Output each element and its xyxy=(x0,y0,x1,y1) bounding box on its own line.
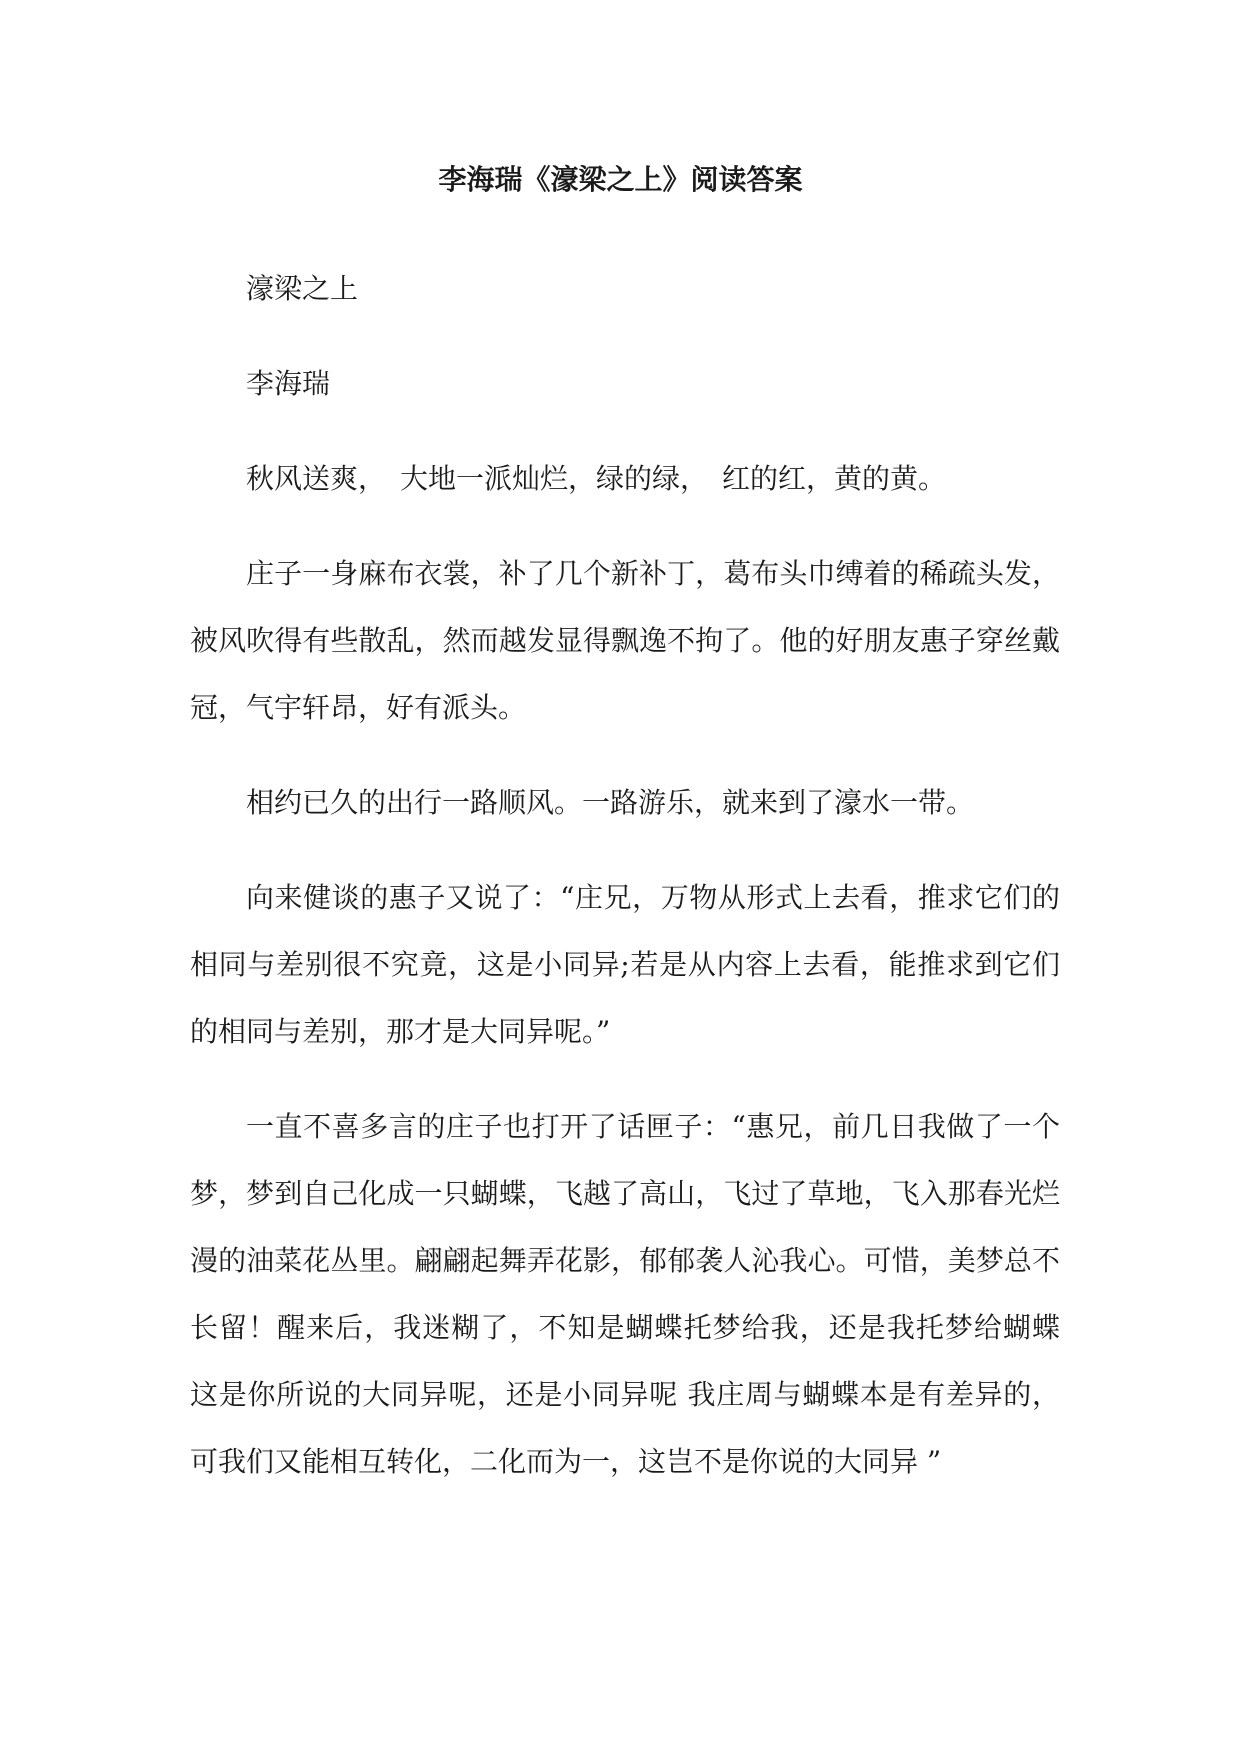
paragraph-huizi-speech: 向来健谈的惠子又说了：“庄兄，万物从形式上去看，推求它们的相同与差别很不究竟，这是小同异;若是从内容上去看，能推求到它们的相同与差别，那才是大同异呢。” xyxy=(190,881,1060,1048)
document-body xyxy=(190,255,1060,1523)
paragraph-autumn: 秋风送爽， 大地一派灿烂，绿的绿， 红的红，黄的黄。 xyxy=(246,462,947,495)
paragraph-zhuangzi: 庄子一身麻布衣裳，补了几个新补丁，葛布头巾缚着的稀疏头发，被风吹得有些散乱，然而越发显得飘逸不拘了。他的好朋友惠子穿丝戴冠，气宇轩昂，好有派头。 xyxy=(190,557,1060,724)
author-name: 李海瑞 xyxy=(246,367,331,400)
paragraph-butterfly-dream: 一直不喜多言的庄子也打开了话匣子：“惠兄，前几日我做了一个梦，梦到自己化成一只蝴蝶，飞越了高山，飞过了草地，飞入那春光烂漫的油菜花丛里。翩翩起舞弄花影，郁郁袭人沁我心。可惜，美梦总不长留！醒来后，我迷糊了，不知是蝴蝶托梦给我，还是我托梦给蝴蝶 这是你所说的大同异呢，还是小同异呢 我庄周与蝴蝶本是有差异的，可我们又能相互转化，二化而为一，这岂不是你说的大同异 ” xyxy=(190,1110,1060,1478)
paragraph-journey: 相约已久的出行一路顺风。一路游乐，就来到了濠水一带。 xyxy=(246,786,975,819)
document-title: 李海瑞《濠梁之上》阅读答案 xyxy=(438,163,803,196)
section-heading: 濠梁之上 xyxy=(246,272,359,305)
